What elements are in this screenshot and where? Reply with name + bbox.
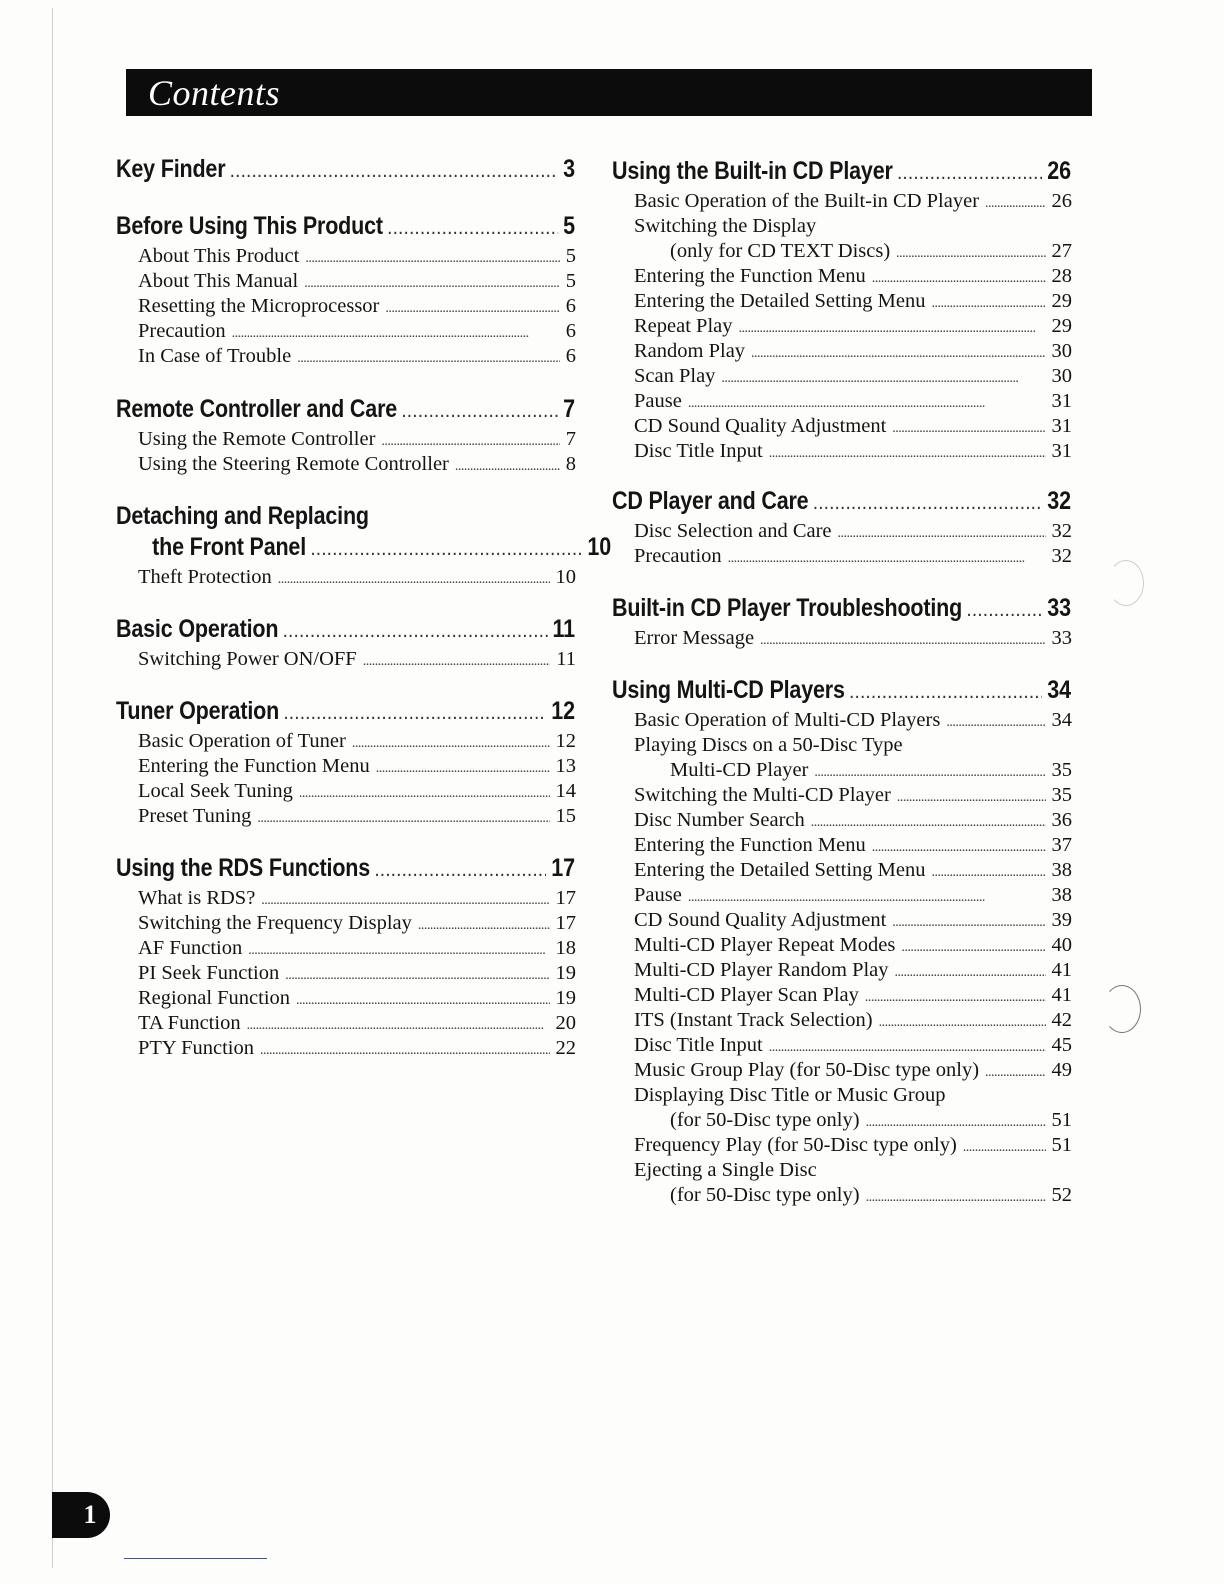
entry-title: Repeat Play bbox=[634, 315, 733, 337]
leader-dots bbox=[363, 647, 551, 674]
margin-rule bbox=[52, 8, 53, 1568]
entry-title: Multi-CD Player Repeat Modes bbox=[634, 934, 896, 956]
leader-dots bbox=[304, 269, 560, 296]
leader-dots bbox=[376, 754, 550, 781]
toc-entry[interactable] bbox=[612, 933, 1072, 958]
section-page-number: 17 bbox=[551, 854, 575, 882]
toc-entry[interactable] bbox=[612, 544, 1072, 569]
leader-dots bbox=[901, 933, 1045, 960]
leader-dots bbox=[865, 983, 1046, 1010]
leader-dots bbox=[257, 804, 549, 831]
entry-page-number: 14 bbox=[555, 780, 576, 802]
leader-dots bbox=[769, 439, 1046, 466]
section-title: Using the RDS Functions bbox=[116, 854, 371, 882]
entry-page-number: 32 bbox=[1051, 545, 1072, 567]
entry-title: Basic Operation of Multi-CD Players bbox=[634, 709, 941, 731]
toc-section bbox=[116, 696, 576, 829]
entry-title: Entering the Function Menu bbox=[634, 265, 866, 287]
entry-page-number: 51 bbox=[1051, 1109, 1072, 1131]
entry-page-number: 38 bbox=[1051, 884, 1072, 906]
toc-entry[interactable] bbox=[116, 729, 576, 754]
section-page-number: 11 bbox=[552, 615, 575, 643]
section-heading[interactable] bbox=[116, 614, 575, 645]
toc-entry[interactable] bbox=[612, 414, 1072, 439]
toc-entry[interactable] bbox=[116, 1036, 576, 1061]
entry-title: Pause bbox=[634, 884, 682, 906]
entry-page-number: 29 bbox=[1051, 290, 1072, 312]
section-title: Basic Operation bbox=[116, 615, 279, 643]
toc-entry[interactable] bbox=[116, 754, 576, 779]
entry-page-number: 6 bbox=[565, 295, 576, 317]
section-page-number: 5 bbox=[563, 212, 575, 240]
leader-dots bbox=[284, 696, 546, 730]
entry-page-number: 31 bbox=[1051, 390, 1072, 412]
leader-dots bbox=[721, 364, 1045, 391]
leader-dots bbox=[311, 532, 582, 566]
entry-page-number: 32 bbox=[1051, 520, 1072, 542]
section-heading[interactable] bbox=[116, 501, 575, 532]
toc-entry-list bbox=[612, 519, 1072, 569]
toc-entry-list bbox=[116, 244, 576, 369]
toc-entry[interactable] bbox=[612, 858, 1072, 883]
leader-dots bbox=[896, 239, 1045, 266]
entry-page-number: 17 bbox=[555, 912, 576, 934]
toc-entry[interactable] bbox=[612, 1108, 1072, 1133]
toc-entry[interactable] bbox=[116, 779, 576, 804]
section-heading[interactable] bbox=[116, 532, 611, 563]
entry-title: Music Group Play (for 50-Disc type only) bbox=[634, 1059, 980, 1081]
leader-dots bbox=[872, 264, 1046, 291]
entry-title: TA Function bbox=[138, 1012, 241, 1034]
entry-page-number: 41 bbox=[1051, 959, 1072, 981]
entry-title: Switching the Display bbox=[634, 215, 817, 237]
toc-entry[interactable] bbox=[116, 961, 576, 986]
entry-page-number: 38 bbox=[1051, 859, 1072, 881]
entry-title: Basic Operation of the Built-in CD Player bbox=[634, 190, 980, 212]
entry-title: Ejecting a Single Disc bbox=[634, 1159, 817, 1181]
section-heading[interactable] bbox=[116, 154, 575, 185]
entry-title: Entering the Function Menu bbox=[634, 834, 866, 856]
entry-page-number: 13 bbox=[555, 755, 576, 777]
leader-dots bbox=[769, 1033, 1046, 1060]
toc-entry[interactable] bbox=[116, 427, 576, 452]
toc-section bbox=[116, 394, 576, 477]
entry-page-number: 12 bbox=[555, 730, 576, 752]
toc-entry[interactable] bbox=[612, 214, 1072, 239]
entry-title: ITS (Instant Track Selection) bbox=[634, 1009, 873, 1031]
toc-entry-list bbox=[116, 565, 576, 590]
leader-dots bbox=[985, 189, 1045, 216]
entry-page-number: 31 bbox=[1051, 415, 1072, 437]
leader-dots bbox=[260, 1036, 550, 1063]
section-title: CD Player and Care bbox=[612, 487, 809, 515]
entry-title: Multi-CD Player bbox=[670, 759, 809, 781]
toc-entry[interactable] bbox=[612, 1008, 1072, 1033]
entry-page-number: 10 bbox=[555, 566, 576, 588]
toc-entry[interactable] bbox=[612, 908, 1072, 933]
leader-dots bbox=[728, 544, 1046, 571]
entry-page-number: 31 bbox=[1051, 440, 1072, 462]
entry-page-number: 28 bbox=[1051, 265, 1072, 287]
entry-title: About This Product bbox=[138, 245, 300, 267]
section-heading[interactable] bbox=[612, 675, 1071, 706]
entry-title: Preset Tuning bbox=[138, 805, 252, 827]
section-title: Remote Controller and Care bbox=[116, 395, 398, 423]
entry-page-number: 52 bbox=[1051, 1184, 1072, 1206]
toc-entry[interactable] bbox=[612, 314, 1072, 339]
entry-page-number: 22 bbox=[555, 1037, 576, 1059]
entry-page-number: 35 bbox=[1051, 784, 1072, 806]
toc-entry-list bbox=[612, 708, 1072, 1208]
section-title-cont: the Front Panel bbox=[152, 533, 307, 561]
entry-page-number: 15 bbox=[555, 805, 576, 827]
toc-entry[interactable] bbox=[116, 804, 576, 829]
leader-dots bbox=[388, 211, 558, 245]
toc-entry[interactable] bbox=[612, 264, 1072, 289]
leader-dots bbox=[895, 958, 1046, 985]
entry-title: Basic Operation of Tuner bbox=[138, 730, 346, 752]
leader-dots bbox=[850, 675, 1042, 709]
leader-dots bbox=[751, 339, 1045, 366]
entry-page-number: 7 bbox=[565, 428, 576, 450]
leader-dots bbox=[931, 858, 1045, 885]
toc-entry[interactable] bbox=[612, 1133, 1072, 1158]
entry-title: Multi-CD Player Random Play bbox=[634, 959, 889, 981]
bottom-rule bbox=[124, 1558, 267, 1559]
entry-page-number: 19 bbox=[555, 962, 576, 984]
toc-entry[interactable] bbox=[612, 189, 1072, 214]
leader-dots bbox=[963, 1133, 1046, 1160]
leader-dots bbox=[285, 961, 549, 988]
toc-entry-list bbox=[116, 886, 576, 1061]
entry-title: Error Message bbox=[634, 627, 755, 649]
toc-entry[interactable] bbox=[612, 1058, 1072, 1083]
entry-title: Resetting the Microprocessor bbox=[138, 295, 380, 317]
toc-entry[interactable] bbox=[612, 808, 1072, 833]
leader-dots bbox=[872, 833, 1046, 860]
leader-dots bbox=[418, 911, 550, 938]
entry-page-number: 5 bbox=[565, 245, 576, 267]
entry-title: Local Seek Tuning bbox=[138, 780, 293, 802]
entry-page-number: 30 bbox=[1051, 365, 1072, 387]
entry-page-number: 51 bbox=[1051, 1134, 1072, 1156]
section-title: Detaching and Replacing bbox=[116, 502, 369, 530]
toc-section bbox=[612, 593, 1072, 651]
toc-entry[interactable] bbox=[612, 289, 1072, 314]
section-heading[interactable] bbox=[116, 211, 575, 242]
toc-section bbox=[116, 154, 576, 185]
leader-dots bbox=[261, 886, 549, 913]
leader-dots bbox=[305, 244, 559, 271]
toc-entry[interactable] bbox=[116, 886, 576, 911]
entry-title: Multi-CD Player Scan Play bbox=[634, 984, 859, 1006]
entry-title: Disc Selection and Care bbox=[634, 520, 832, 542]
section-heading[interactable] bbox=[116, 394, 575, 425]
page-number: 1 bbox=[83, 1500, 97, 1529]
toc-section bbox=[116, 501, 612, 590]
entry-page-number: 45 bbox=[1051, 1034, 1072, 1056]
binding-hole-mark bbox=[1103, 985, 1141, 1033]
entry-title: Precaution bbox=[634, 545, 722, 567]
leader-dots bbox=[814, 486, 1043, 520]
section-title: Tuner Operation bbox=[116, 697, 280, 725]
section-heading[interactable] bbox=[612, 593, 1071, 624]
entry-title: Switching the Frequency Display bbox=[138, 912, 412, 934]
leader-dots bbox=[231, 154, 558, 188]
section-page-number: 26 bbox=[1047, 157, 1071, 185]
leader-dots bbox=[760, 626, 1045, 653]
leader-dots bbox=[381, 427, 559, 454]
toc-entry[interactable] bbox=[116, 911, 576, 936]
section-page-number: 33 bbox=[1047, 594, 1071, 622]
leader-dots bbox=[248, 936, 549, 963]
entry-title: Entering the Detailed Setting Menu bbox=[634, 859, 926, 881]
entry-title: (only for CD TEXT Discs) bbox=[670, 240, 891, 262]
toc-entry[interactable] bbox=[116, 452, 576, 477]
entry-page-number: 30 bbox=[1051, 340, 1072, 362]
leader-dots bbox=[375, 853, 546, 887]
toc-entry[interactable] bbox=[116, 344, 576, 369]
section-title: Key Finder bbox=[116, 155, 226, 183]
entry-title: Precaution bbox=[138, 320, 226, 342]
section-heading[interactable] bbox=[116, 696, 575, 727]
entry-page-number: 26 bbox=[1051, 190, 1072, 212]
toc-entry[interactable] bbox=[116, 269, 576, 294]
entry-title: Switching the Multi-CD Player bbox=[634, 784, 891, 806]
leader-dots bbox=[946, 708, 1045, 735]
entry-title: Using the Steering Remote Controller bbox=[138, 453, 449, 475]
leader-dots bbox=[247, 1011, 550, 1038]
entry-page-number: 27 bbox=[1051, 240, 1072, 262]
toc-entry[interactable] bbox=[612, 1158, 1072, 1183]
toc-section bbox=[116, 211, 576, 369]
entry-title: What is RDS? bbox=[138, 887, 256, 909]
leader-dots bbox=[931, 289, 1045, 316]
toc-entry[interactable] bbox=[612, 1033, 1072, 1058]
entry-title: About This Manual bbox=[138, 270, 299, 292]
leader-dots bbox=[897, 783, 1046, 810]
entry-title: Disc Title Input bbox=[634, 440, 763, 462]
toc-entry[interactable] bbox=[612, 339, 1072, 364]
entry-title: CD Sound Quality Adjustment bbox=[634, 415, 887, 437]
toc-entry[interactable] bbox=[116, 565, 576, 590]
toc-section bbox=[612, 156, 1072, 464]
section-page-number: 3 bbox=[563, 155, 575, 183]
entry-title: Playing Discs on a 50-Disc Type bbox=[634, 734, 903, 756]
toc-entry[interactable] bbox=[116, 319, 576, 344]
section-page-number: 10 bbox=[587, 533, 612, 561]
entry-page-number: 20 bbox=[555, 1012, 576, 1034]
entry-page-number: 29 bbox=[1051, 315, 1072, 337]
entry-page-number: 39 bbox=[1051, 909, 1072, 931]
toc-entry-list bbox=[116, 647, 576, 672]
section-page-number: 12 bbox=[551, 697, 575, 725]
entry-title: Entering the Detailed Setting Menu bbox=[634, 290, 926, 312]
section-heading[interactable] bbox=[116, 853, 575, 884]
entry-page-number: 17 bbox=[555, 887, 576, 909]
toc-entry[interactable] bbox=[612, 1183, 1072, 1208]
entry-title: (for 50-Disc type only) bbox=[670, 1109, 860, 1131]
entry-page-number: 18 bbox=[555, 937, 576, 959]
section-title: Before Using This Product bbox=[116, 212, 383, 240]
toc-entry[interactable] bbox=[612, 833, 1072, 858]
entry-title: Disc Title Input bbox=[634, 1034, 763, 1056]
entry-title: PI Seek Function bbox=[138, 962, 280, 984]
toc-entry[interactable] bbox=[116, 986, 576, 1011]
leader-dots bbox=[967, 593, 1042, 627]
entry-page-number: 42 bbox=[1051, 1009, 1072, 1031]
leader-dots bbox=[688, 883, 1046, 910]
leader-dots bbox=[811, 808, 1046, 835]
toc-entry[interactable] bbox=[612, 958, 1072, 983]
entry-title: Regional Function bbox=[138, 987, 291, 1009]
section-page-number: 32 bbox=[1047, 487, 1071, 515]
entry-page-number: 49 bbox=[1051, 1059, 1072, 1081]
leader-dots bbox=[866, 1183, 1046, 1210]
toc-entry[interactable] bbox=[612, 626, 1072, 651]
leader-dots bbox=[898, 156, 1042, 190]
entry-title: Scan Play bbox=[634, 365, 716, 387]
toc-entry[interactable] bbox=[116, 294, 576, 319]
toc-entry[interactable] bbox=[612, 883, 1072, 908]
leader-dots bbox=[866, 1108, 1046, 1135]
section-title: Using the Built-in CD Player bbox=[612, 157, 893, 185]
page-number-badge bbox=[52, 1492, 110, 1538]
entry-page-number: 41 bbox=[1051, 984, 1072, 1006]
entry-page-number: 40 bbox=[1051, 934, 1072, 956]
leader-dots bbox=[402, 394, 558, 428]
toc-entry[interactable] bbox=[612, 783, 1072, 808]
section-title: Using Multi-CD Players bbox=[612, 676, 845, 704]
toc-entry[interactable] bbox=[612, 239, 1072, 264]
entry-page-number: 6 bbox=[565, 320, 576, 342]
entry-page-number: 19 bbox=[555, 987, 576, 1009]
toc-entry[interactable] bbox=[116, 1011, 576, 1036]
entry-title: Frequency Play (for 50-Disc type only) bbox=[634, 1134, 957, 1156]
entry-title: In Case of Trouble bbox=[138, 345, 292, 367]
entry-title: PTY Function bbox=[138, 1037, 254, 1059]
leader-dots bbox=[814, 758, 1045, 785]
entry-title: Switching Power ON/OFF bbox=[138, 648, 357, 670]
entry-page-number: 35 bbox=[1051, 759, 1072, 781]
entry-title: AF Function bbox=[138, 937, 243, 959]
leader-dots bbox=[278, 565, 550, 592]
leader-dots bbox=[352, 729, 550, 756]
leader-dots bbox=[739, 314, 1046, 341]
toc-entry[interactable] bbox=[612, 733, 1072, 758]
toc-entry-list bbox=[116, 427, 576, 477]
toc-entry-list bbox=[612, 189, 1072, 464]
entry-page-number: 34 bbox=[1051, 709, 1072, 731]
toc-entry[interactable] bbox=[612, 758, 1072, 783]
leader-dots bbox=[688, 389, 1046, 416]
toc-entry-list bbox=[116, 729, 576, 829]
binding-hole-mark-faint bbox=[1108, 560, 1144, 606]
entry-page-number: 36 bbox=[1051, 809, 1072, 831]
toc-section bbox=[612, 675, 1072, 1208]
entry-page-number: 11 bbox=[556, 648, 576, 670]
entry-page-number: 6 bbox=[565, 345, 576, 367]
leader-dots bbox=[232, 319, 560, 346]
entry-page-number: 33 bbox=[1051, 627, 1072, 649]
entry-title: Using the Remote Controller bbox=[138, 428, 376, 450]
leader-dots bbox=[385, 294, 559, 321]
toc-section bbox=[116, 853, 576, 1061]
leader-dots bbox=[297, 344, 560, 371]
toc-entry[interactable] bbox=[612, 364, 1072, 389]
toc-section bbox=[116, 614, 576, 672]
entry-title: Pause bbox=[634, 390, 682, 412]
page-title: Contents bbox=[148, 72, 281, 113]
entry-title: CD Sound Quality Adjustment bbox=[634, 909, 887, 931]
leader-dots bbox=[838, 519, 1046, 546]
section-heading[interactable] bbox=[612, 156, 1071, 187]
toc-entry[interactable] bbox=[612, 389, 1072, 414]
leader-dots bbox=[879, 1008, 1046, 1035]
entry-title: Disc Number Search bbox=[634, 809, 805, 831]
entry-title: Entering the Function Menu bbox=[138, 755, 370, 777]
section-title: Built-in CD Player Troubleshooting bbox=[612, 594, 963, 622]
leader-dots bbox=[296, 986, 549, 1013]
entry-title: Theft Protection bbox=[138, 566, 272, 588]
leader-dots bbox=[892, 414, 1045, 441]
entry-title: Random Play bbox=[634, 340, 746, 362]
entry-page-number: 5 bbox=[565, 270, 576, 292]
toc-entry[interactable] bbox=[116, 647, 576, 672]
entry-page-number: 37 bbox=[1051, 834, 1072, 856]
toc-entry[interactable] bbox=[116, 936, 576, 961]
leader-dots bbox=[892, 908, 1045, 935]
entry-title: (for 50-Disc type only) bbox=[670, 1184, 860, 1206]
toc-entry[interactable] bbox=[612, 708, 1072, 733]
entry-page-number: 8 bbox=[565, 453, 576, 475]
section-page-number: 34 bbox=[1047, 676, 1071, 704]
toc-section bbox=[612, 486, 1072, 569]
toc-entry-list bbox=[612, 626, 1072, 651]
toc-entry[interactable] bbox=[612, 439, 1072, 464]
contents-header-bar bbox=[126, 69, 1092, 116]
leader-dots bbox=[455, 452, 560, 479]
leader-dots bbox=[985, 1058, 1045, 1085]
toc-entry[interactable] bbox=[612, 519, 1072, 544]
toc-entry[interactable] bbox=[612, 1083, 1072, 1108]
section-page-number: 7 bbox=[563, 395, 575, 423]
toc-entry[interactable] bbox=[116, 244, 576, 269]
leader-dots bbox=[283, 614, 547, 648]
leader-dots bbox=[299, 779, 550, 806]
toc-entry[interactable] bbox=[612, 983, 1072, 1008]
entry-title: Displaying Disc Title or Music Group bbox=[634, 1084, 946, 1106]
section-heading[interactable] bbox=[612, 486, 1071, 517]
